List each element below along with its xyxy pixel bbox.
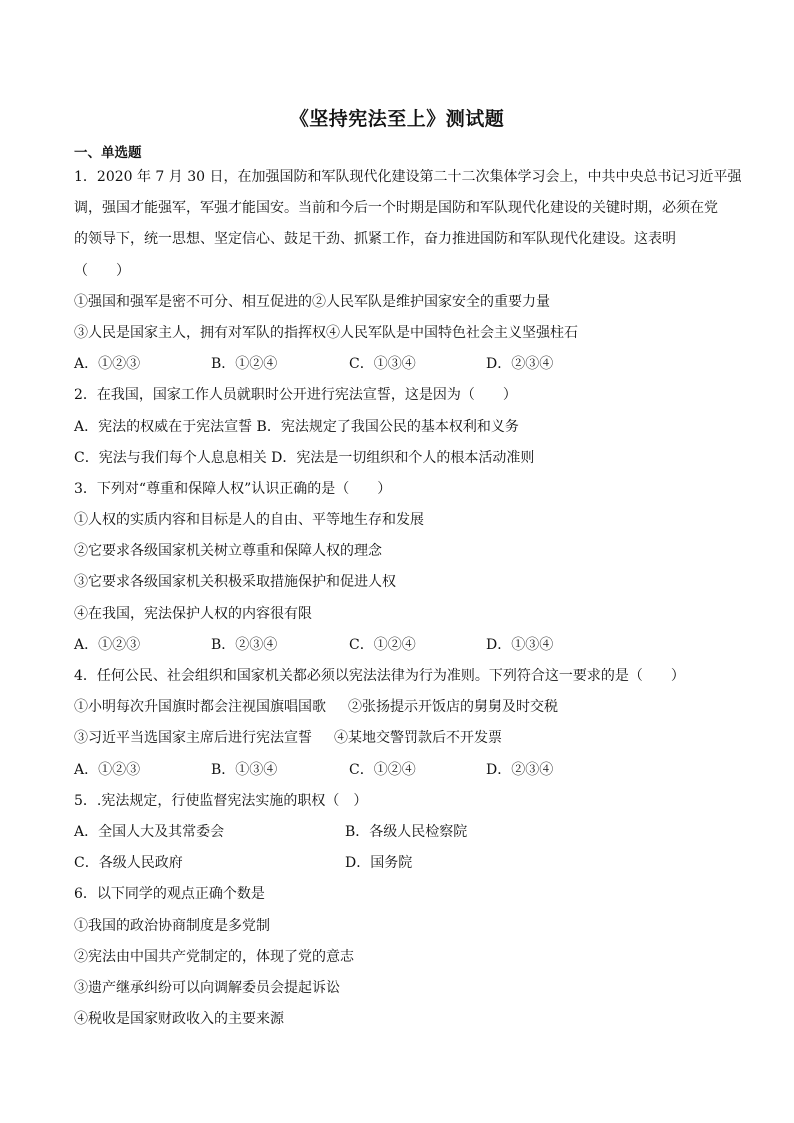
option-d: D．②③④ — [486, 761, 554, 778]
question-6-statement-4: ④税收是国家财政收入的主要来源 — [74, 1011, 284, 1028]
question-3-statement-4: ④在我国，宪法保护人权的内容很有限 — [74, 605, 312, 622]
question-6-statement-1: ①我国的政治协商制度是多党制 — [74, 917, 270, 934]
question-3-statement-3: ③它要求各级国家机关积极采取措施保护和促进人权 — [74, 574, 396, 591]
question-3-statement-1: ①人权的实质内容和目标是人的自由、平等地生存和发展 — [74, 512, 424, 529]
option-d: D．国务院 — [345, 855, 413, 872]
question-3-options — [74, 630, 734, 661]
question-4-statement-3: ③习近平当选国家主席后进行宪法宣誓 — [74, 730, 312, 747]
question-2-stem: 2．在我国，国家工作人员就职时公开进行宪法宣誓，这是因为（ ） — [74, 387, 517, 404]
question-1-statement-2: ③人民是国家主人，拥有对军队的指挥权④人民军队是中国特色社会主义坚强柱石 — [74, 324, 578, 341]
question-2-options-ab: A．宪法的权威在于宪法宣誓 B．宪法规定了我国公民的基本权利和义务 — [74, 418, 519, 435]
question-6-statement-2: ②宪法由中国共产党制定的，体现了党的意志 — [74, 948, 354, 965]
question-1-stem-line-2: 调，强国才能强军，军强才能国安。当前和今后一个时期是国防和军队现代化建设的关键时期，必须在党 — [74, 200, 718, 217]
question-4-statements-3-4 — [74, 723, 734, 754]
question-4-statement-2: ②张扬提示开饭店的舅舅及时交税 — [348, 699, 558, 716]
question-4-stem: 4．任何公民、社会组织和国家机关都必须以宪法法律为行为准则。下列符合这一要求的是（ ） — [74, 668, 685, 684]
question-4-options — [74, 755, 734, 786]
question-4-statement-1: ①小明每次升国旗时都会注视国旗唱国歌 — [74, 699, 326, 716]
question-6-stem: 6．以下同学的观点正确个数是 — [74, 886, 265, 903]
option-d: D．②③④ — [486, 356, 554, 373]
option-c: C．①②④ — [349, 761, 416, 778]
option-a: A．①②③ — [74, 761, 141, 778]
option-b: B．①②④ — [211, 356, 278, 373]
option-b: B．各级人民检察院 — [345, 823, 468, 840]
question-4-statement-4: ④某地交警罚款后不开发票 — [334, 730, 502, 747]
question-1-stem-line-3: 的领导下，统一思想、坚定信心、鼓足干劲、抓紧工作，奋力推进国防和军队现代化建设。这表明 — [74, 231, 676, 248]
option-c: C．各级人民政府 — [74, 855, 183, 872]
question-1-stem-line-1: 1．2020 年 7 月 30 日，在加强国防和军队现代化建设第二十二次集体学习会上，中共中央总书记习近平强 — [74, 169, 742, 185]
question-5-stem: 5．.宪法规定，行使监督宪法实施的职权（ ） — [74, 792, 368, 809]
option-b: B．②③④ — [211, 636, 278, 653]
question-6-statement-3: ③遗产继承纠纷可以向调解委员会提起诉讼 — [74, 979, 340, 996]
question-1-options — [74, 349, 734, 380]
question-1-paren: （ ） — [74, 262, 130, 279]
option-c: C．①③④ — [349, 356, 416, 373]
question-3-stem: 3．下列对“尊重和保障人权”认识正确的是（ ） — [74, 480, 392, 497]
question-4-statements-1-2 — [74, 692, 734, 723]
section-heading: 一、单选题 — [74, 145, 142, 161]
question-5-options-cd — [74, 848, 734, 879]
option-b: B．①③④ — [211, 761, 278, 778]
question-3-statement-2: ②它要求各级国家机关树立尊重和保障人权的理念 — [74, 543, 382, 560]
question-2-options-cd: C．宪法与我们每个人息息相关 D．宪法是一切组织和个人的根本活动准则 — [74, 449, 535, 466]
option-d: D．①③④ — [486, 636, 554, 653]
question-5-options-ab — [74, 817, 734, 848]
question-1-statement-1: ①强国和强军是密不可分、相互促进的②人民军队是维护国家安全的重要力量 — [74, 293, 550, 310]
option-a: A．①②③ — [74, 356, 141, 373]
question-list — [74, 162, 742, 1035]
option-a: A．①②③ — [74, 636, 141, 653]
option-c: C．①②④ — [349, 636, 416, 653]
option-a: A．全国人大及其常委会 — [74, 823, 225, 840]
page-title: 《坚持宪法至上》测试题 — [289, 108, 505, 130]
